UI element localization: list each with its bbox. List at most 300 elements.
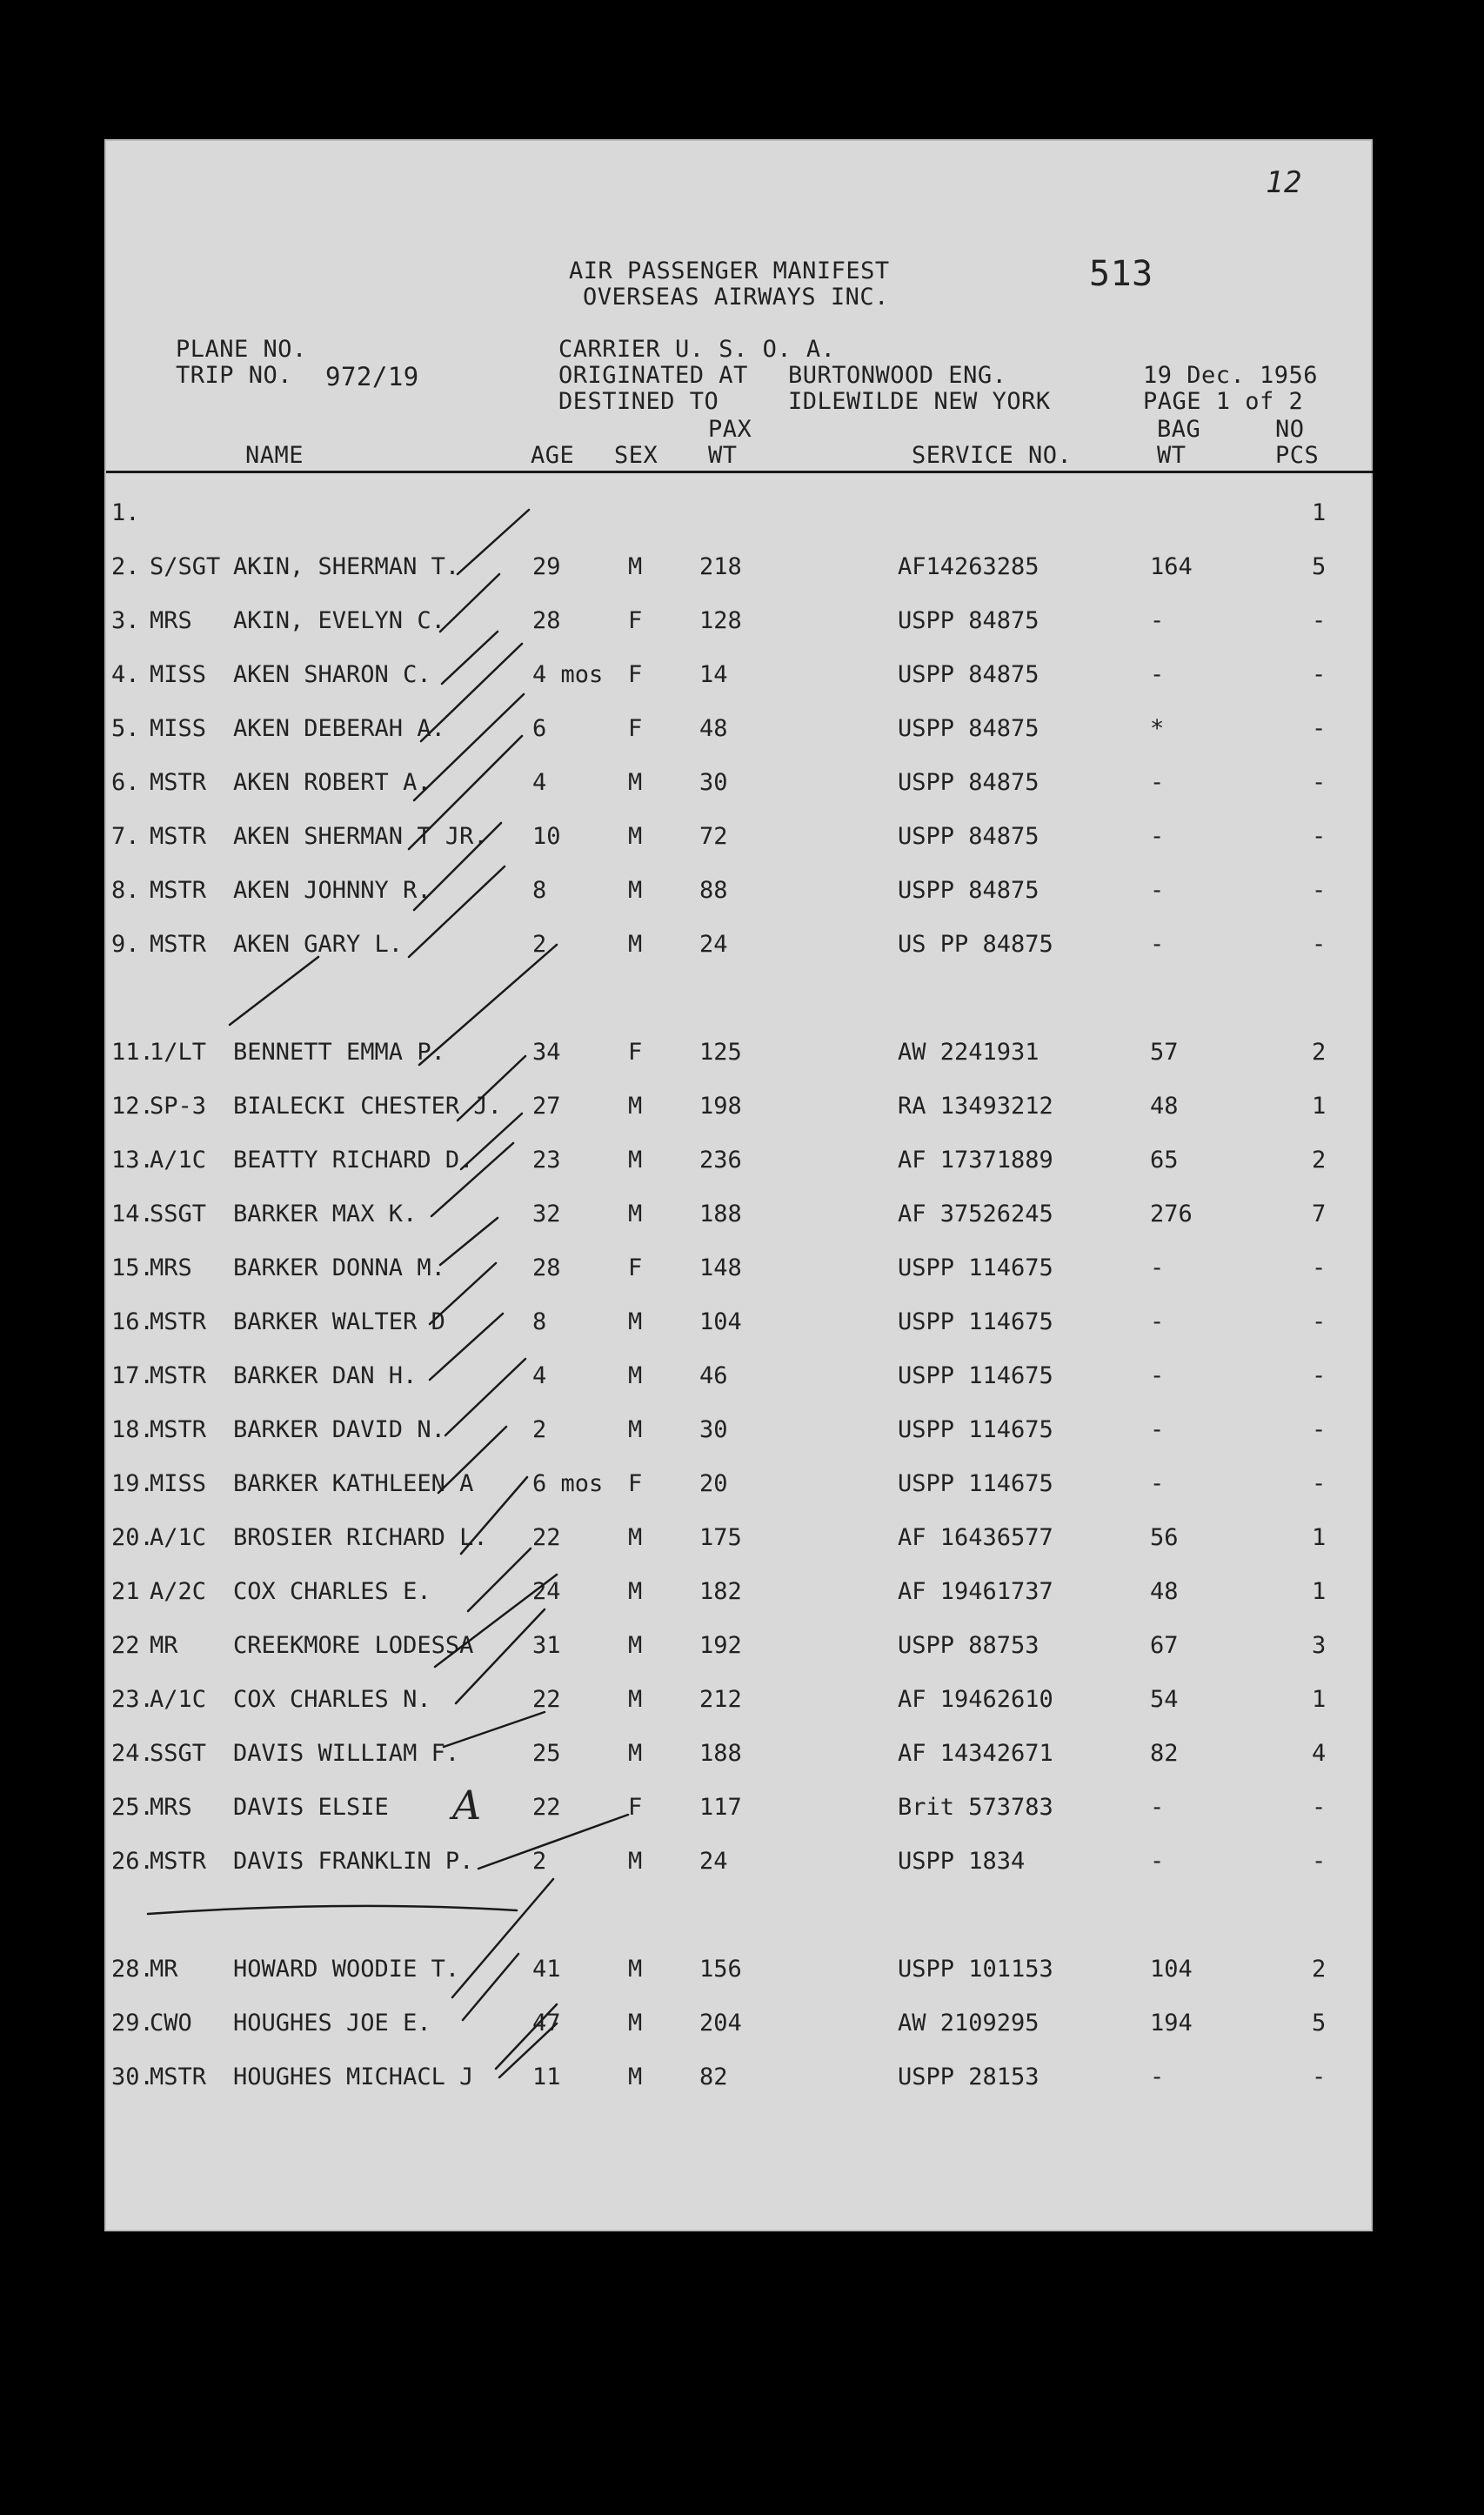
col-pcs-bottom: PCS: [1275, 442, 1320, 469]
cell-title: SSGT: [150, 1740, 207, 1767]
cell-bag: -: [1150, 607, 1165, 634]
cell-pcs: 1: [1312, 1578, 1327, 1605]
cell-age: 27: [532, 1093, 561, 1120]
cell-name: BARKER DAVID N.: [233, 1416, 445, 1443]
table-row: [0, 1039, 1484, 1074]
cell-name: AKIN, SHERMAN T.: [233, 553, 460, 580]
destined-value: IDLEWILDE NEW YORK: [788, 388, 1051, 415]
cell-name: BARKER DONNA M.: [233, 1254, 445, 1281]
cell-sex: M: [628, 1524, 643, 1551]
cell-age: 10: [532, 823, 561, 850]
cell-name: BIALECKI CHESTER J.: [233, 1093, 502, 1120]
cell-sex: F: [628, 607, 643, 634]
destined-label: DESTINED TO: [558, 388, 719, 415]
cell-sex: M: [628, 1740, 643, 1767]
cell-wt: 20: [699, 1470, 728, 1497]
cell-name: BARKER MAX K.: [233, 1201, 418, 1227]
cell-name: BROSIER RICHARD L.: [233, 1524, 488, 1551]
cell-wt: 88: [699, 877, 728, 904]
col-service: SERVICE NO.: [912, 442, 1073, 469]
cell-title: A/2C: [150, 1578, 207, 1605]
cell-sex: M: [628, 769, 643, 796]
cell-bag: -: [1150, 1308, 1165, 1335]
cell-sex: M: [628, 1201, 643, 1227]
cell-name: BARKER DAN H.: [233, 1362, 418, 1389]
cell-pcs: -: [1312, 607, 1327, 634]
cell-pcs: 2: [1312, 1039, 1327, 1066]
cell-num: 25.: [111, 1794, 154, 1821]
cell-title: MSTR: [150, 2064, 207, 2090]
cell-wt: 175: [699, 1524, 742, 1551]
cell-bag: -: [1150, 1848, 1165, 1875]
cell-name: AKEN ROBERT A.: [233, 769, 431, 796]
col-bag-top: BAG: [1157, 416, 1201, 443]
cell-sex: M: [628, 2064, 643, 2090]
cell-age: 6: [532, 715, 547, 742]
cell-num: 6.: [111, 769, 140, 796]
manifest-date: 19 Dec. 1956: [1143, 362, 1319, 389]
cell-name: HOWARD WOODIE T.: [233, 1956, 460, 1983]
cell-num: 4.: [111, 661, 140, 688]
cell-age: 4: [532, 769, 547, 796]
table-row: [0, 1254, 1484, 1289]
table-row: [0, 2064, 1484, 2098]
cell-bag: 56: [1150, 1524, 1179, 1551]
cell-age: 34: [532, 1039, 561, 1066]
cell-svc: USPP 1834: [898, 1848, 1026, 1875]
cell-wt: 188: [699, 1740, 742, 1767]
col-pax-bottom: WT: [708, 442, 738, 469]
cell-pcs: 5: [1312, 553, 1327, 580]
cell-num: 26.: [111, 1848, 154, 1875]
handwritten-letter: A: [452, 1782, 482, 1829]
cell-pcs: -: [1312, 1794, 1327, 1821]
cell-pcs: 2: [1312, 1956, 1327, 1983]
cell-pcs: -: [1312, 823, 1327, 850]
cell-name: BEATTY RICHARD D.: [233, 1147, 474, 1174]
cell-name: AKEN SHARON C.: [233, 661, 431, 688]
company-name: OVERSEAS AIRWAYS INC.: [583, 284, 889, 311]
cell-age: 2: [532, 931, 547, 958]
cell-num: 24.: [111, 1740, 154, 1767]
cell-wt: 128: [699, 607, 742, 634]
manifest-title: AIR PASSENGER MANIFEST: [569, 258, 890, 284]
cell-sex: F: [628, 661, 643, 688]
cell-num: 20.: [111, 1524, 154, 1551]
cell-title: SP-3: [150, 1093, 207, 1120]
table-row: [0, 1956, 1484, 1990]
cell-svc: USPP 114675: [898, 1254, 1053, 1281]
cell-bag: 104: [1150, 1956, 1193, 1983]
cell-sex: M: [628, 1632, 643, 1659]
table-row: [0, 1578, 1484, 1613]
cell-pcs: -: [1312, 877, 1327, 904]
col-sex: SEX: [614, 442, 658, 469]
cell-age: 31: [532, 1632, 561, 1659]
cell-wt: 198: [699, 1093, 742, 1120]
cell-bag: 82: [1150, 1740, 1179, 1767]
cell-num: 19.: [111, 1470, 154, 1497]
table-row: [0, 2010, 1484, 2044]
cell-age: 11: [532, 2064, 561, 2090]
cell-svc: AF 14342671: [898, 1740, 1053, 1767]
sheet-number: 513: [1089, 254, 1153, 294]
cell-name: AKIN, EVELYN C.: [233, 607, 445, 634]
cell-age: 28: [532, 607, 561, 634]
cell-num: 30.: [111, 2064, 154, 2090]
cell-title: A/1C: [150, 1686, 207, 1713]
cell-bag: 54: [1150, 1686, 1179, 1713]
cell-name: COX CHARLES E.: [233, 1578, 431, 1605]
cell-wt: 14: [699, 661, 728, 688]
cell-num: 22: [111, 1632, 140, 1659]
col-pcs-top: NO: [1275, 416, 1305, 443]
col-bag-bottom: WT: [1157, 442, 1187, 469]
cell-sex: M: [628, 2010, 643, 2037]
cell-bag: -: [1150, 2064, 1165, 2090]
cell-num: 5.: [111, 715, 140, 742]
page-indicator: PAGE 1 of 2: [1143, 388, 1304, 415]
cell-name: CREEKMORE LODESSA: [233, 1632, 474, 1659]
cell-age: 8: [532, 1308, 547, 1335]
cell-num: 7.: [111, 823, 140, 850]
cell-age: 8: [532, 877, 547, 904]
cell-svc: Brit 573783: [898, 1794, 1053, 1821]
cell-pcs: -: [1312, 661, 1327, 688]
cell-bag: 48: [1150, 1093, 1179, 1120]
cell-pcs: 4: [1312, 1740, 1327, 1767]
cell-num: 11.: [111, 1039, 154, 1066]
col-pax-top: PAX: [708, 416, 752, 443]
cell-pcs: -: [1312, 715, 1327, 742]
cell-svc: AF 37526245: [898, 1201, 1053, 1227]
cell-wt: 125: [699, 1039, 742, 1066]
cell-sex: M: [628, 1956, 643, 1983]
cell-svc: AW 2241931: [898, 1039, 1039, 1066]
cell-bag: -: [1150, 823, 1165, 850]
table-row: [0, 1902, 1484, 1936]
cell-name: HOUGHES JOE E.: [233, 2010, 431, 2037]
cell-pcs: -: [1312, 931, 1327, 958]
cell-bag: *: [1150, 715, 1165, 742]
cell-pcs: -: [1312, 1416, 1327, 1443]
cell-num: 23.: [111, 1686, 154, 1713]
cell-age: 2: [532, 1416, 547, 1443]
cell-bag: -: [1150, 661, 1165, 688]
cell-num: 9.: [111, 931, 140, 958]
cell-num: 21: [111, 1578, 140, 1605]
corner-mark: 12: [1266, 165, 1302, 200]
cell-bag: -: [1150, 1794, 1165, 1821]
cell-svc: USPP 114675: [898, 1362, 1053, 1389]
cell-num: 3.: [111, 607, 140, 634]
col-age: AGE: [531, 442, 575, 469]
cell-sex: M: [628, 931, 643, 958]
cell-sex: M: [628, 1416, 643, 1443]
cell-wt: 188: [699, 1201, 742, 1227]
table-row: [0, 1848, 1484, 1883]
cell-pcs: -: [1312, 769, 1327, 796]
cell-svc: USPP 84875: [898, 607, 1039, 634]
table-row: [0, 1524, 1484, 1559]
cell-svc: USPP 28153: [898, 2064, 1039, 2090]
cell-bag: -: [1150, 1362, 1165, 1389]
cell-sex: M: [628, 1362, 643, 1389]
cell-wt: 104: [699, 1308, 742, 1335]
cell-bag: 194: [1150, 2010, 1193, 2037]
cell-svc: RA 13493212: [898, 1093, 1053, 1120]
cell-svc: USPP 88753: [898, 1632, 1039, 1659]
table-row: [0, 877, 1484, 912]
cell-wt: 24: [699, 1848, 728, 1875]
cell-age: 6 mos: [532, 1470, 604, 1497]
cell-svc: USPP 84875: [898, 877, 1039, 904]
cell-sex: M: [628, 1147, 643, 1174]
table-row: [0, 1632, 1484, 1667]
cell-bag: 57: [1150, 1039, 1179, 1066]
cell-age: 29: [532, 553, 561, 580]
cell-wt: 82: [699, 2064, 728, 2090]
cell-title: MSTR: [150, 769, 207, 796]
cell-bag: 48: [1150, 1578, 1179, 1605]
cell-age: 2: [532, 1848, 547, 1875]
cell-wt: 148: [699, 1254, 742, 1281]
cell-bag: 276: [1150, 1201, 1193, 1227]
cell-name: AKEN JOHNNY R.: [233, 877, 431, 904]
col-name: NAME: [245, 442, 304, 469]
cell-wt: 30: [699, 1416, 728, 1443]
cell-svc: USPP 101153: [898, 1956, 1053, 1983]
cell-sex: M: [628, 1093, 643, 1120]
cell-num: 18.: [111, 1416, 154, 1443]
cell-title: A/1C: [150, 1524, 207, 1551]
cell-bag: -: [1150, 1254, 1165, 1281]
cell-name: DAVIS FRANKLIN P.: [233, 1848, 474, 1875]
table-row: [0, 715, 1484, 750]
cell-age: 4 mos: [532, 661, 604, 688]
cell-pcs: -: [1312, 2064, 1327, 2090]
cell-age: 24: [532, 1578, 561, 1605]
table-row: [0, 1308, 1484, 1343]
cell-num: 13.: [111, 1147, 154, 1174]
cell-wt: 46: [699, 1362, 728, 1389]
cell-sex: F: [628, 1470, 643, 1497]
cell-title: MSTR: [150, 1362, 207, 1389]
cell-svc: USPP 114675: [898, 1470, 1053, 1497]
originated-label: ORIGINATED AT: [558, 362, 748, 389]
cell-num: 17.: [111, 1362, 154, 1389]
cell-wt: 48: [699, 715, 728, 742]
cell-title: A/1C: [150, 1147, 207, 1174]
cell-svc: AF 19461737: [898, 1578, 1053, 1605]
cell-num: 14.: [111, 1201, 154, 1227]
cell-sex: M: [628, 877, 643, 904]
cell-sex: F: [628, 1039, 643, 1066]
table-row: [0, 823, 1484, 858]
cell-sex: M: [628, 1308, 643, 1335]
cell-pcs: -: [1312, 1254, 1327, 1281]
cell-name: HOUGHES MICHACL J: [233, 2064, 474, 2090]
cell-title: SSGT: [150, 1201, 207, 1227]
cell-title: MISS: [150, 1470, 207, 1497]
cell-age: 32: [532, 1201, 561, 1227]
cell-pcs: 3: [1312, 1632, 1327, 1659]
cell-wt: 24: [699, 931, 728, 958]
table-row: [0, 499, 1484, 534]
cell-bag: 67: [1150, 1632, 1179, 1659]
cell-svc: USPP 84875: [898, 823, 1039, 850]
cell-svc: US PP 84875: [898, 931, 1053, 958]
cell-title: S/SGT: [150, 553, 221, 580]
cell-title: MSTR: [150, 931, 207, 958]
cell-bag: 65: [1150, 1147, 1179, 1174]
cell-wt: 212: [699, 1686, 742, 1713]
cell-age: 47: [532, 2010, 561, 2037]
cell-title: CWO: [150, 2010, 192, 2037]
cell-title: MISS: [150, 715, 207, 742]
cell-title: MRS: [150, 607, 192, 634]
cell-name: BARKER WALTER D: [233, 1308, 445, 1335]
cell-pcs: 1: [1312, 1686, 1327, 1713]
cell-wt: 72: [699, 823, 728, 850]
table-row: [0, 553, 1484, 588]
cell-name: AKEN DEBERAH A.: [233, 715, 445, 742]
cell-bag: -: [1150, 769, 1165, 796]
table-row: [0, 661, 1484, 696]
cell-age: 23: [532, 1147, 561, 1174]
cell-title: MRS: [150, 1794, 192, 1821]
cell-wt: 156: [699, 1956, 742, 1983]
cell-bag: -: [1150, 877, 1165, 904]
cell-title: MR: [150, 1632, 178, 1659]
cell-sex: F: [628, 715, 643, 742]
cell-pcs: 1: [1312, 1524, 1327, 1551]
cell-svc: AF 19462610: [898, 1686, 1053, 1713]
table-row: [0, 1362, 1484, 1397]
table-row: [0, 1470, 1484, 1505]
cell-num: 2.: [111, 553, 140, 580]
cell-pcs: -: [1312, 1308, 1327, 1335]
cell-name: AKEN GARY L.: [233, 931, 404, 958]
cell-pcs: 5: [1312, 2010, 1327, 2037]
table-row: [0, 1093, 1484, 1127]
table-row: [0, 985, 1484, 1020]
table-row: [0, 1686, 1484, 1721]
table-row: [0, 931, 1484, 966]
carrier-label: CARRIER U. S. O. A.: [558, 336, 836, 363]
table-row: [0, 769, 1484, 804]
cell-name: BENNETT EMMA P.: [233, 1039, 445, 1066]
table-row: [0, 1416, 1484, 1451]
cell-svc: USPP 114675: [898, 1308, 1053, 1335]
cell-wt: 182: [699, 1578, 742, 1605]
cell-num: 16.: [111, 1308, 154, 1335]
cell-num: 8.: [111, 877, 140, 904]
cell-pcs: -: [1312, 1470, 1327, 1497]
cell-pcs: 1: [1312, 499, 1327, 526]
cell-num: 29.: [111, 2010, 154, 2037]
cell-age: 28: [532, 1254, 561, 1281]
cell-age: 22: [532, 1524, 561, 1551]
cell-num: 28.: [111, 1956, 154, 1983]
cell-svc: AF 16436577: [898, 1524, 1053, 1551]
cell-wt: 218: [699, 553, 742, 580]
cell-svc: USPP 84875: [898, 715, 1039, 742]
cell-num: 15.: [111, 1254, 154, 1281]
table-row: [0, 1201, 1484, 1235]
cell-svc: AW 2109295: [898, 2010, 1039, 2037]
cell-wt: 192: [699, 1632, 742, 1659]
cell-num: 12.: [111, 1093, 154, 1120]
table-row: [0, 1740, 1484, 1775]
cell-age: 4: [532, 1362, 547, 1389]
cell-pcs: -: [1312, 1362, 1327, 1389]
table-row: [0, 607, 1484, 642]
cell-sex: M: [628, 1848, 643, 1875]
cell-sex: M: [628, 1686, 643, 1713]
plane-label: PLANE NO.: [176, 336, 307, 363]
cell-title: MSTR: [150, 1416, 207, 1443]
cell-title: MSTR: [150, 1848, 207, 1875]
cell-wt: 236: [699, 1147, 742, 1174]
cell-pcs: -: [1312, 1848, 1327, 1875]
cell-title: MSTR: [150, 823, 207, 850]
cell-wt: 204: [699, 2010, 742, 2037]
cell-title: MISS: [150, 661, 207, 688]
cell-bag: -: [1150, 1416, 1165, 1443]
cell-name: DAVIS ELSIE: [233, 1794, 389, 1821]
cell-name: AKEN SHERMAN T JR.: [233, 823, 488, 850]
cell-age: 25: [532, 1740, 561, 1767]
cell-name: COX CHARLES N.: [233, 1686, 431, 1713]
table-row: [0, 1147, 1484, 1181]
cell-sex: F: [628, 1794, 643, 1821]
cell-wt: 117: [699, 1794, 742, 1821]
cell-title: MSTR: [150, 1308, 207, 1335]
originated-value: BURTONWOOD ENG.: [788, 362, 1007, 389]
trip-value: 972/19: [325, 362, 419, 391]
cell-title: MR: [150, 1956, 178, 1983]
cell-title: MSTR: [150, 877, 207, 904]
cell-title: MRS: [150, 1254, 192, 1281]
cell-wt: 30: [699, 769, 728, 796]
cell-svc: USPP 84875: [898, 661, 1039, 688]
cell-pcs: 1: [1312, 1093, 1327, 1120]
cell-age: 41: [532, 1956, 561, 1983]
cell-name: BARKER KATHLEEN A: [233, 1470, 474, 1497]
cell-age: 22: [532, 1686, 561, 1713]
cell-age: 22: [532, 1794, 561, 1821]
cell-sex: M: [628, 823, 643, 850]
cell-num: 1.: [111, 499, 140, 526]
cell-svc: USPP 114675: [898, 1416, 1053, 1443]
cell-svc: USPP 84875: [898, 769, 1039, 796]
cell-bag: 164: [1150, 553, 1193, 580]
cell-svc: AF14263285: [898, 553, 1039, 580]
cell-sex: M: [628, 553, 643, 580]
cell-name: DAVIS WILLIAM F.: [233, 1740, 460, 1767]
trip-label: TRIP NO.: [176, 362, 293, 389]
cell-sex: M: [628, 1578, 643, 1605]
cell-title: 1/LT: [150, 1039, 207, 1066]
header-rule: [106, 471, 1373, 473]
cell-pcs: 2: [1312, 1147, 1327, 1174]
cell-svc: AF 17371889: [898, 1147, 1053, 1174]
table-row: [0, 1794, 1484, 1829]
cell-bag: -: [1150, 1470, 1165, 1497]
cell-bag: -: [1150, 931, 1165, 958]
cell-sex: F: [628, 1254, 643, 1281]
